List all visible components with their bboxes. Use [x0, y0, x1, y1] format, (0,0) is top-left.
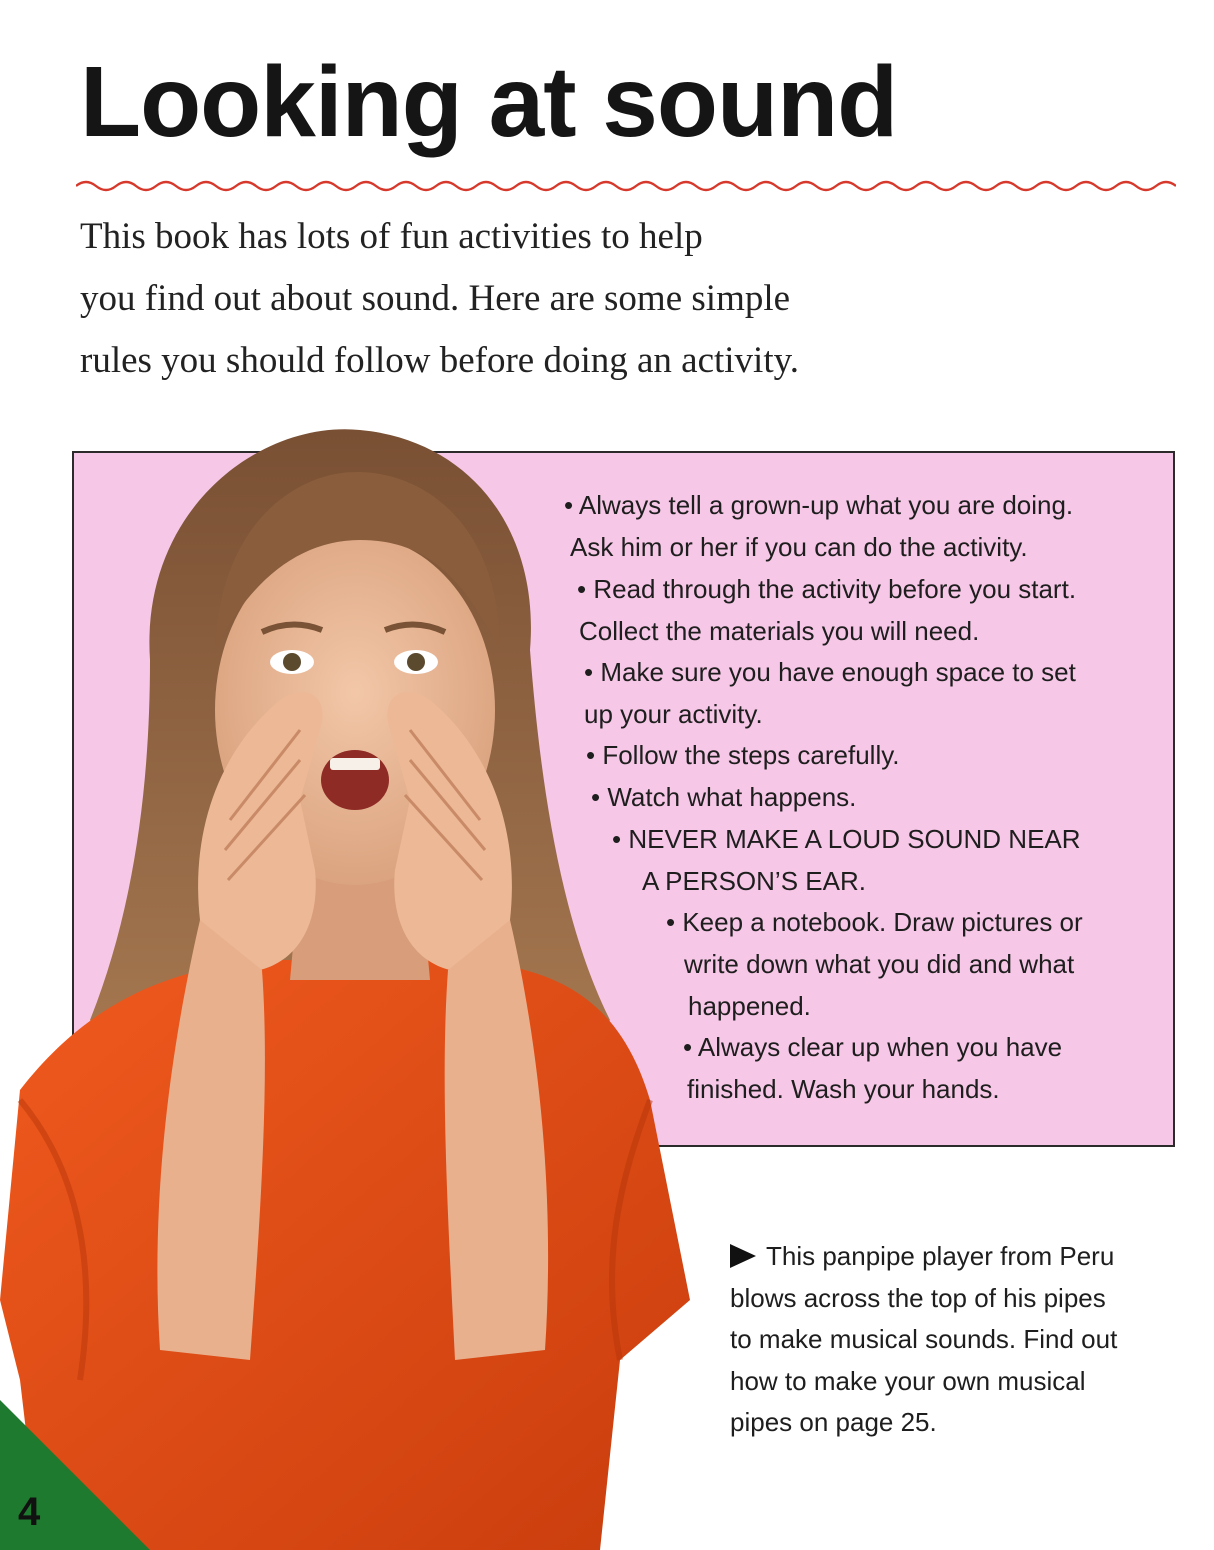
caption-line: pipes on page 25.	[730, 1407, 937, 1437]
intro-line: This book has lots of fun activities to help	[80, 216, 703, 257]
rule-line: write down what you did and what	[684, 949, 1075, 979]
rule-line: A PERSON’S EAR.	[642, 866, 866, 896]
rule-item	[612, 818, 1081, 902]
rule-line: • Read through the activity before you start.	[577, 574, 1077, 604]
rule-line: Ask him or her if you can do the activity.	[570, 532, 1028, 562]
caption-line	[730, 1236, 1190, 1278]
rule-line: • Always clear up when you have	[683, 1032, 1063, 1062]
rule-line: • Watch what happens.	[591, 782, 857, 812]
rule-line: • Follow the steps carefully.	[586, 740, 900, 770]
right-triangle-arrow-icon	[730, 1244, 756, 1268]
rule-line: happened.	[688, 991, 811, 1021]
rule-item	[666, 901, 1083, 1027]
intro-line: rules you should follow before doing an activity.	[80, 340, 799, 381]
caption-line: how to make your own musical	[730, 1365, 1086, 1396]
rule-item	[683, 1026, 1062, 1110]
caption-line: blows across the top of his pipes	[730, 1282, 1106, 1313]
rule-line: • Always tell a grown-up what you are doing.	[564, 490, 1074, 520]
rule-item	[591, 776, 856, 818]
rule-item	[577, 568, 1076, 652]
photo-caption	[730, 1236, 1190, 1444]
page-number: 4	[18, 1490, 41, 1534]
page-title: Looking at sound	[80, 46, 898, 158]
rule-line: • Make sure you have enough space to set	[584, 657, 1076, 687]
rule-item	[564, 484, 1073, 568]
wavy-divider	[76, 176, 1176, 196]
rule-item	[584, 651, 1076, 735]
rule-line: • Keep a notebook. Draw pictures or	[666, 907, 1083, 937]
rule-line: • NEVER MAKE A LOUD SOUND NEAR	[612, 824, 1081, 854]
intro-line: you find out about sound. Here are some simple	[80, 278, 791, 319]
intro-paragraph	[80, 206, 960, 392]
rule-line: up your activity.	[584, 699, 763, 729]
caption-line: to make musical sounds. Find out	[730, 1324, 1118, 1354]
caption-text: This panpipe player from Peru	[766, 1241, 1115, 1271]
rule-line: Collect the materials you will need.	[579, 616, 980, 646]
rule-item	[586, 734, 900, 776]
rule-line: finished. Wash your hands.	[687, 1074, 1000, 1104]
